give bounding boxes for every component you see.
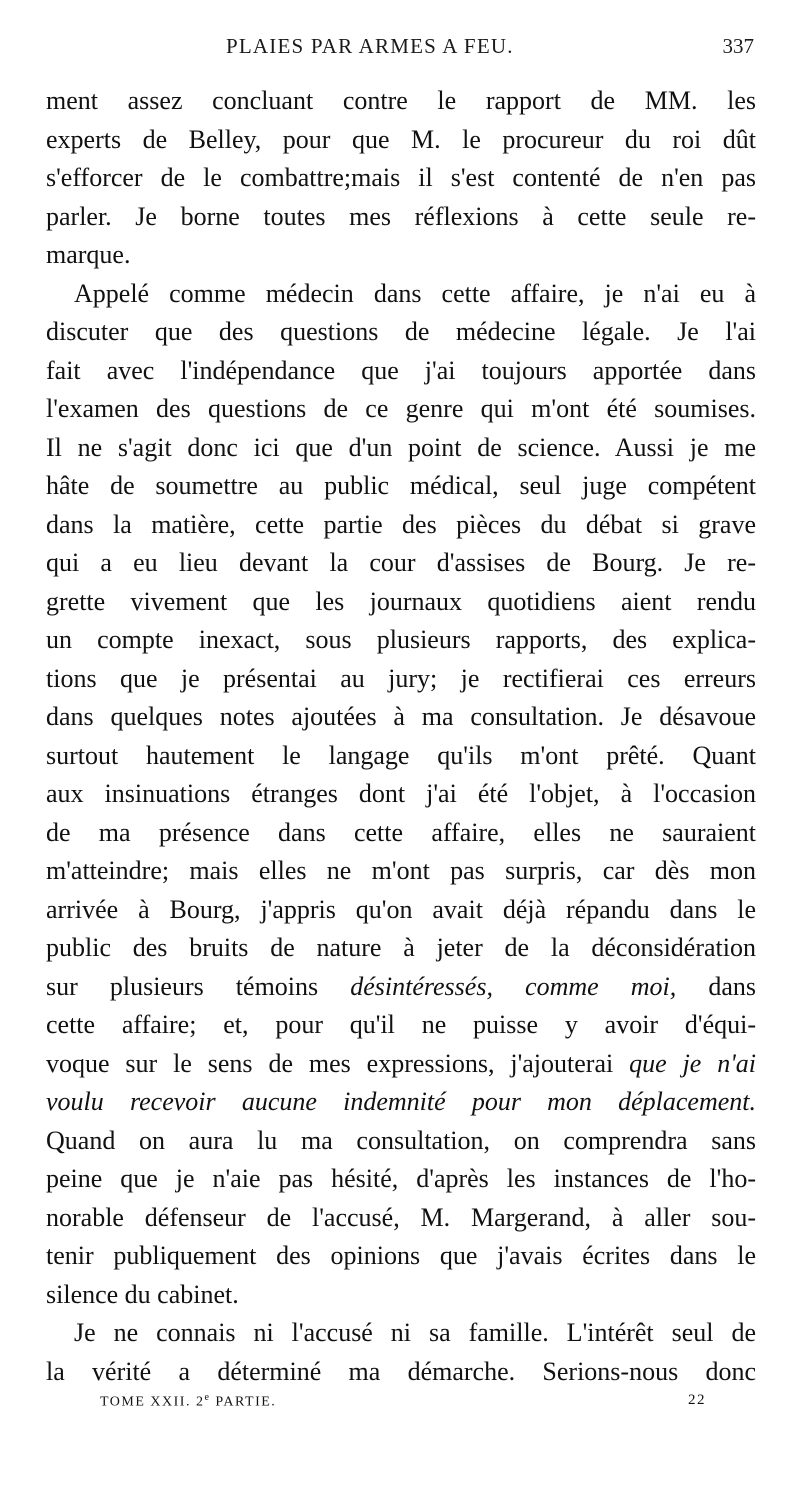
body-text xyxy=(46,82,756,1391)
signature-suffix: PARTIE. xyxy=(210,1394,277,1410)
page-header xyxy=(46,34,754,70)
page-number: 337 xyxy=(722,34,754,58)
paragraph-start-line: Je ne connais ni l'accusé ni sa famille. L'intérêt seul de xyxy=(74,1318,756,1347)
text-line: m'atteindre; mais elles ne m'ont pas surpris, car dès mon xyxy=(46,856,756,885)
italic-line xyxy=(46,1083,756,1122)
sheet-number: 22 xyxy=(688,1392,706,1408)
text-line: public des bruits de nature à jeter de la déconsidération xyxy=(46,933,756,962)
paragraph-start-line: Appelé comme médecin dans cette affaire, je n'ai eu à xyxy=(74,278,756,308)
text-line: arrivée à Bourg, j'appris qu'on avait déjà répandu dans le xyxy=(46,894,756,924)
text-segment: dans xyxy=(708,971,756,1001)
running-title: PLAIES PAR ARMES A FEU. xyxy=(226,34,514,58)
signature-prefix: TOME XXII. 2 xyxy=(100,1394,205,1410)
text-line: silence du cabinet. xyxy=(46,1279,239,1309)
text-line: grette vivement que les journaux quotidiens aient rendu xyxy=(46,586,756,616)
text-line: un compte inexact, sous plusieurs rapports, des explica- xyxy=(46,625,756,654)
italic-segment: que je n'ai xyxy=(629,1048,756,1078)
text-line: hâte de soumettre au public médical, seul juge compétent xyxy=(46,471,756,500)
text-line: parler. Je borne toutes mes réflexions à cette seule re- xyxy=(46,201,756,231)
text-line: la vérité a déterminé ma démarche. Serions-nous donc xyxy=(46,1356,756,1386)
signature-superscript: e xyxy=(204,1392,211,1403)
text-line: marque. xyxy=(46,240,131,269)
text-line: dans quelques notes ajoutées à ma consultation. Je désavoue xyxy=(46,702,756,731)
text-line-with-italic xyxy=(46,1045,756,1084)
page-footer xyxy=(100,1392,706,1418)
text-line: experts de Belley, pour que M. le procureur du roi dût xyxy=(46,124,756,154)
text-line: surtout hautement le langage qu'ils m'ont prêté. Quant xyxy=(46,740,756,770)
text-line: aux insinuations étranges dont j'ai été l'objet, à l'occasion xyxy=(46,779,756,808)
text-line: fait avec l'indépendance que j'ai toujours apportée dans xyxy=(46,355,756,385)
text-segment: sur plusieurs témoins xyxy=(46,971,319,1001)
text-line: cette affaire; et, pour qu'il ne puisse y avoir d'équi- xyxy=(46,1010,756,1039)
italic-segment: voulu recevoir aucune indemnité pour mon déplacement. xyxy=(46,1087,756,1116)
text-line: de ma présence dans cette affaire, elles ne sauraient xyxy=(46,817,756,847)
text-line: norable défenseur de l'accusé, M. Margerand, à aller sou- xyxy=(46,1202,756,1232)
text-line: s'efforcer de le combattre;mais il s'est contenté de n'en pas xyxy=(46,163,756,192)
text-line: qui a eu lieu devant la cour d'assises de Bourg. Je re- xyxy=(46,548,756,577)
text-line: tenir publiquement des opinions que j'avais écrites dans le xyxy=(46,1241,756,1270)
italic-segment: désintéressés, comme moi, xyxy=(350,971,677,1001)
text-line: ment assez concluant contre le rapport de MM. les xyxy=(46,86,756,115)
text-segment: voque sur le sens de mes expressions, j'ajouterai xyxy=(46,1048,614,1078)
text-line: peine que je n'aie pas hésité, d'après les instances de l'ho- xyxy=(46,1164,756,1193)
text-line: Quand on aura lu ma consultation, on comprendra sans xyxy=(46,1125,756,1155)
text-line: Il ne s'agit donc ici que d'un point de science. Aussi je me xyxy=(46,432,756,462)
text-line: l'examen des questions de ce genre qui m'ont été soumises. xyxy=(46,394,756,423)
text-line: discuter que des questions de médecine légale. Je l'ai xyxy=(46,317,756,346)
text-line: tions que je présentai au jury; je rectifierai ces erreurs xyxy=(46,663,756,693)
signature-mark xyxy=(100,1392,276,1411)
text-line: dans la matière, cette partie des pièces du débat si grave xyxy=(46,509,756,539)
text-line-with-italic xyxy=(46,968,756,1007)
